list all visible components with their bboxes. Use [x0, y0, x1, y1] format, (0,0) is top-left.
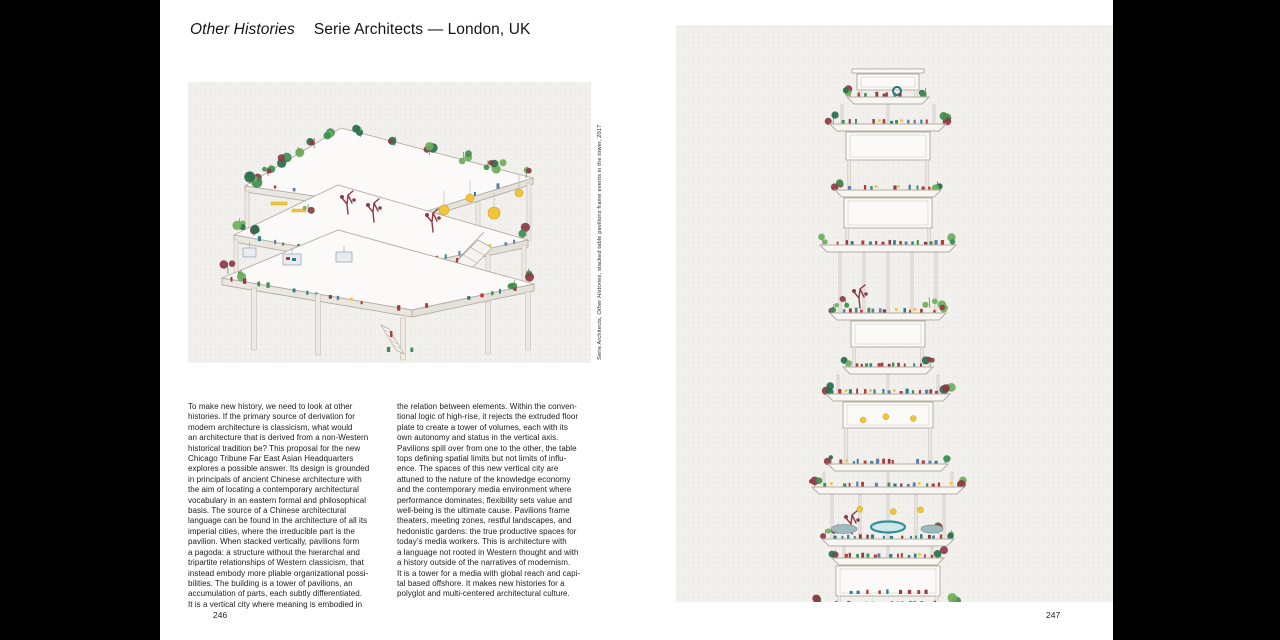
plant: [843, 85, 852, 97]
text-line: vocabulary in an eastern formal and philosophical: [188, 495, 367, 505]
text-line: bilities. The building is a tower of pavilions, an: [188, 578, 353, 588]
tower-floor: [809, 472, 967, 494]
text-line: modern architecture is classicism, what would: [188, 422, 353, 432]
text-line: performance dominates, flexibility sets value and: [397, 495, 572, 505]
text-line: tal based offshore. It makes new histories for a: [397, 578, 565, 588]
text-line: in principals of ancient Chinese architecture with: [188, 474, 362, 484]
plant: [232, 219, 245, 231]
plant: [809, 476, 822, 487]
tower-floor: [822, 375, 956, 401]
tower-floor: [841, 321, 935, 374]
tower-floor: [824, 402, 951, 471]
image-caption: [597, 125, 603, 360]
text-line: a language not rooted in Western thought and with: [397, 547, 579, 557]
text-line: and the contemporary media environment where: [397, 485, 572, 495]
text-line: ence. The spaces of this new vertical city are: [397, 464, 559, 474]
text-line: a history outside of the narratives of modernism.: [397, 558, 571, 568]
tower-elevation-drawing: [676, 25, 1113, 602]
tower-floor: [812, 566, 961, 602]
text-line: It is a tower for a media with global reach and capi-: [397, 568, 581, 578]
text-line: pavilion. When stacked vertically, pavilions form: [188, 537, 360, 547]
text-line: theaters, meeting zones, restful landscapes, and: [397, 516, 572, 526]
text-line: explores a possible answer. Its design is grounded: [188, 464, 370, 474]
text-line: It is a vertical city where meaning is embodied in: [188, 599, 363, 609]
plant: [525, 269, 534, 282]
plant: [824, 455, 833, 465]
people-marks: [839, 459, 937, 464]
plant: [820, 529, 831, 540]
plant: [812, 595, 821, 602]
text-line: tops defining spatial limits but not limits of influ-: [397, 454, 567, 464]
page-title: [190, 21, 530, 39]
text-line: attuned to the nature of the knowledge economy: [397, 474, 571, 484]
caption-suffix: , stacked table pavilions frame events in the tower, 2017: [597, 124, 603, 275]
tower-floor: [825, 105, 952, 131]
text-line: imperial cities, where the irreducible part is the: [188, 526, 356, 536]
plant: [943, 455, 951, 464]
tower-floor: [829, 546, 948, 565]
text-line: the aim of locating a contemporary architectural: [188, 485, 359, 495]
text-line: instead embody more pliable organizational possi-: [188, 568, 369, 578]
text-line: historical tradition be? This proposal for the new: [188, 443, 361, 453]
book-spread: [160, 0, 1113, 640]
plant: [947, 233, 955, 245]
text-line: hedonistic gardens: the true productive spaces for: [397, 526, 577, 536]
page-number-right: 247: [1046, 610, 1061, 620]
plant: [818, 234, 827, 245]
text-line: Pavilions spill over from one to the other, the table: [397, 443, 577, 453]
text-line: To make new history, we need to look at other: [188, 402, 353, 411]
body-column-2: [397, 402, 601, 600]
tower-illustration: [676, 25, 1113, 602]
caption-work-title: Other Histories: [597, 274, 603, 315]
plant: [829, 550, 839, 558]
project-title: Other Histories: [190, 21, 295, 38]
pool: [871, 522, 905, 533]
body-column-1: [188, 402, 392, 610]
text-line: the relation between elements. Within the conven-: [397, 402, 577, 411]
coral-tree: [852, 285, 868, 308]
text-line: polyglot and multi-centered architectural culture.: [397, 589, 570, 599]
tower-floor: [828, 253, 947, 320]
people-marks: [856, 363, 922, 367]
plant: [825, 111, 839, 124]
people-marks: [848, 185, 931, 190]
people-marks: [858, 92, 902, 97]
people-marks: [842, 119, 928, 124]
text-line: today’s media workers. This is architecture with: [397, 537, 567, 547]
architect-name: Serie Architects — London, UK: [313, 21, 531, 38]
caption-prefix: Serie Architects,: [597, 314, 603, 360]
plant: [919, 88, 927, 98]
text-line: histories. If the primary source of derivation for: [188, 412, 356, 422]
text-line: an architecture that is derived from a non-Western: [188, 433, 369, 443]
text-line: Chicago Tribune Far East Asian Headquarters: [188, 454, 354, 464]
text-line: tional logic of high-rise, it rejects the extruded floor: [397, 412, 579, 422]
page-number-left: 246: [213, 610, 228, 620]
text-line: basis. The source of a Chinese architectural: [188, 506, 347, 516]
plant: [948, 593, 962, 602]
tower-floor: [843, 74, 929, 104]
plant: [940, 112, 952, 125]
plant: [841, 357, 852, 367]
plant: [831, 179, 844, 190]
text-line: tripartite relationships of Western classicism, that: [188, 558, 364, 568]
tower-floor: [820, 495, 954, 546]
plant: [938, 300, 948, 313]
people-marks: [835, 601, 947, 602]
tower-floor: [818, 198, 956, 252]
plant: [220, 260, 236, 274]
text-line: accumulation of parts, each subtly differentiated.: [188, 589, 363, 599]
text-line: a pagoda: a structure without the hierarchal and: [188, 547, 360, 557]
text-line: well-being is the ultimate cause. Pavilions frame: [397, 506, 570, 516]
plant: [828, 303, 838, 314]
left-illustration: [188, 82, 591, 363]
plant: [934, 546, 948, 558]
plant: [922, 356, 935, 367]
plant: [939, 383, 955, 394]
text-line: plate to create a tower of volumes, each with its: [397, 422, 568, 432]
pavilion-cutaway-drawing: [188, 82, 591, 363]
plant: [947, 530, 954, 539]
text-line: own autonomy and status in the vertical axis.: [397, 433, 559, 443]
tower-floor: [831, 132, 943, 197]
text-line: language can be found in the architecture of all its: [188, 516, 368, 526]
